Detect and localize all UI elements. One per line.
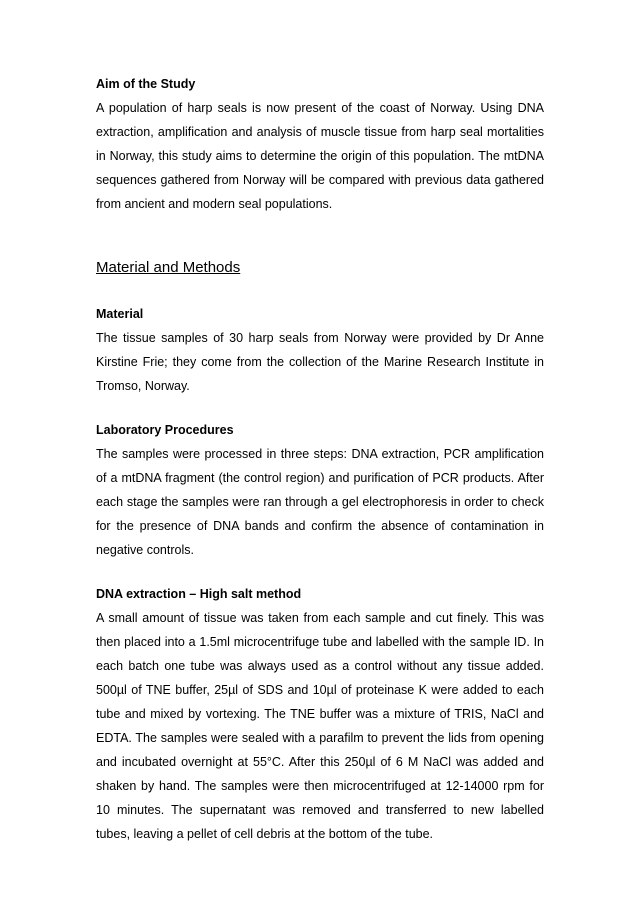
material-paragraph: The tissue samples of 30 harp seals from Norway were provided by Dr Anne Kirstine Frie; they come from the collection of the Marine Research Institute in Tromso, Norway. [96, 331, 544, 393]
lab-procedures-heading: Laboratory Procedures [96, 423, 234, 437]
lab-procedures-paragraph: The samples were processed in three steps: DNA extraction, PCR amplification of a mtDNA fragment (the control region) and purification of PCR products. After each stage the samples were ran through a gel electrophoresis in order to check for the presence of DNA bands and confirm the absence of contamination in negative controls. [96, 447, 544, 557]
dna-extraction-paragraph: A small amount of tissue was taken from each sample and cut finely. This was then placed into a 1.5ml microcentrifuge tube and labelled with the sample ID. In each batch one tube was always used as a control without any tissue added. 500µl of TNE buffer, 25µl of SDS and 10µl of proteinase K were added to each tube and mixed by vortexing. The TNE buffer was a mixture of TRIS, NaCl and EDTA. The samples were sealed with a parafilm to prevent the lids from opening and incubated overnight at 55°C. After this 250µl of 6 M NaCl was added and shaken by hand. The samples were then microcentrifuged at 12-14000 rpm for 10 minutes. The supernatant was removed and transferred to new labelled tubes, leaving a pellet of cell debris at the bottom of the tube. [96, 611, 544, 841]
aim-paragraph: A population of harp seals is now present of the coast of Norway. Using DNA extraction, amplification and analysis of muscle tissue from harp seal mortalities in Norway, this study aims to determine the origin of this population. The mtDNA sequences gathered from Norway will be compared with previous data gathered from ancient and modern seal populations. [96, 101, 544, 211]
document-page [96, 72, 544, 846]
section-title-material-methods: Material and Methods [96, 259, 241, 276]
spacer [96, 216, 544, 256]
spacer [96, 280, 544, 302]
spacer [96, 562, 544, 582]
material-heading: Material [96, 307, 144, 321]
aim-heading: Aim of the Study [96, 77, 196, 91]
dna-extraction-heading: DNA extraction – High salt method [96, 587, 302, 601]
spacer [96, 398, 544, 418]
